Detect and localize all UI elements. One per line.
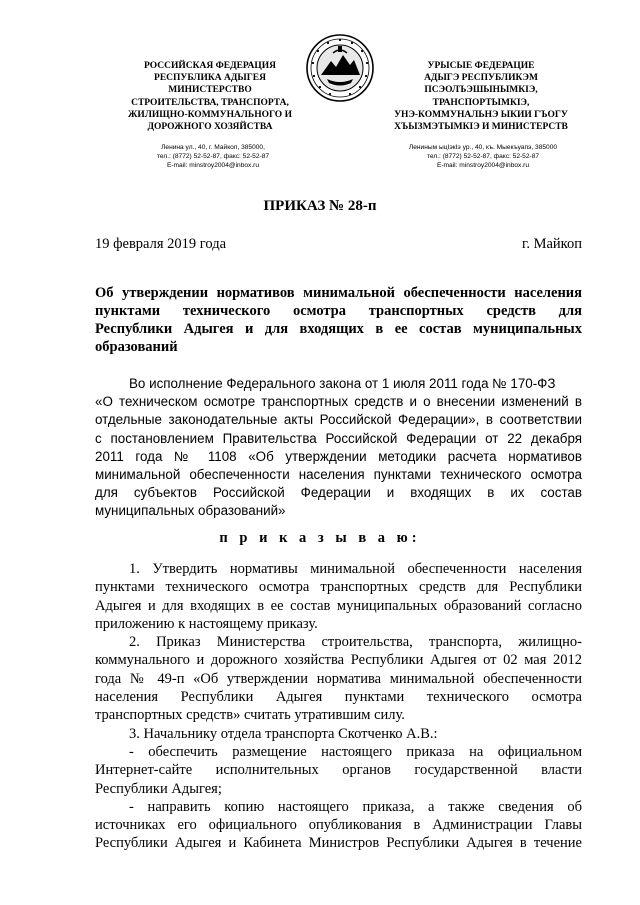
order-subject — [95, 284, 582, 356]
item-line: 2. Приказ Министерства строительства, транспорта, жилищно- — [129, 634, 582, 651]
subject-line: пунктами технического осмотра транспортных средств для — [95, 303, 582, 319]
item-line: Республики Адыгея; — [95, 780, 222, 797]
header-left-line: РОССИЙСКАЯ ФЕДЕРАЦИЯ — [143, 61, 277, 71]
subject-line: Об утверждении нормативов минимальной обеспеченности населения — [95, 285, 582, 301]
preamble-line: муниципальных образований» — [95, 503, 286, 519]
header-right-line: ХЪЫЗМЭТЫМКIЭ И МИНИСТЕРСТВ — [394, 122, 568, 133]
republic-emblem-icon — [305, 33, 375, 103]
item-line: 3. Начальнику отдела транспорта Скотченко А.В.: — [129, 725, 438, 742]
header-left-line: МИНИСТЕРСТВО — [168, 85, 252, 96]
header-left-line: ЖИЛИЩНО-КОММУНАЛЬНОГО И — [128, 109, 292, 120]
item-line: коммунального и дорожного хозяйства Республики Адыгея от 02 мая 2012 — [95, 652, 582, 669]
item-line: приложению к настоящему приказу. — [95, 615, 318, 632]
item-line: Республики Адыгея и Кабинета Министров Республики Адыгея в течение — [95, 835, 582, 852]
preamble-line: минимальной обеспеченности населения пунктами технического осмотра — [95, 467, 582, 483]
item-line: Интернет-сайте исполнительных органов государственной власти — [95, 762, 582, 779]
preamble-line: «О техническом осмотре транспортных средств и о внесении изменений в — [95, 394, 582, 410]
header-right-line: ПСЭОЛЪЭШЫНЫМКIЭ, — [424, 85, 538, 96]
header-right-line: УНЭ-КОММУНАЛЬНЭ ЫКИИ ГЪОГУ — [394, 109, 568, 120]
header-left-line: ДОРОЖНОГО ХОЗЯЙСТВА — [147, 122, 273, 133]
decree-word: п р и к а з ы в а ю: — [219, 530, 421, 546]
item-line: источниках его официального опубликования в Администрации Главы — [95, 817, 582, 834]
subject-line: Республики Адыгея и для входящих в ее состав муниципальных — [95, 321, 582, 337]
order-city: г. Майкоп — [522, 236, 582, 252]
right-address-line: Лениным ыцIэкIэ ур., 40, къ. Мыекъуапэ, 385000 — [408, 144, 558, 151]
header-right-line: УРЫСЫЕ ФЕДЕРАЦИЕ — [427, 61, 535, 71]
preamble-line: для субъектов Российской Федерации и входящих в их состав — [95, 485, 582, 501]
item-line: пунктами технического осмотра транспортных средств для Республики — [95, 579, 582, 596]
preamble-line: Во исполнение Федерального закона от 1 июля 2011 года № 170-ФЗ — [129, 376, 556, 391]
item-line: 1. Утвердить нормативы минимальной обеспеченности населения — [129, 561, 582, 577]
header-left-line: СТРОИТЕЛЬСТВА, ТРАНСПОРТА, — [131, 97, 289, 108]
right-address-line: E-mail: minstroy2004@inbox.ru — [436, 162, 530, 169]
item-line: года № 49-п «Об утверждении норматива минимальной обеспеченности — [95, 670, 582, 687]
right-address-line: тел.: (8772) 52-52-87, факс: 52-52-87 — [426, 153, 540, 160]
left-address-line: тел.: (8772) 52-52-87, факс: 52-52-87 — [156, 153, 270, 160]
preamble-line: отдельные законодательные акты Российской Федерации», в соответствии — [95, 412, 582, 428]
header-left-line: РЕСПУБЛИКА АДЫГЕЯ — [154, 73, 266, 84]
preamble-paragraph — [95, 375, 582, 521]
item-line: - обеспечить размещение настоящего приказа на официальном — [129, 743, 582, 760]
right-address-block — [388, 143, 578, 170]
preamble-line: с постановлением Правительства Российской Федерации от 22 декабря — [95, 430, 582, 446]
order-date: 19 февраля 2019 года — [95, 236, 227, 252]
header-right-line: АДЫГЭ РЕСПУБЛИКЭМ — [424, 73, 538, 84]
left-address-line: E-mail: minstroy2004@inbox.ru — [166, 162, 260, 169]
left-address-line: Ленина ул., 40, г. Майкоп, 385000, — [161, 144, 265, 151]
header-left-block — [110, 60, 310, 133]
subject-line: образований — [95, 339, 178, 355]
order-title: ПРИКАЗ № 28-п — [263, 198, 377, 214]
item-line: Адыгея и для входящих в ее состав муниципальных образований согласно — [95, 597, 582, 614]
left-address-block — [128, 143, 298, 170]
header-right-line: ТРАНСПОРТЫМКIЭ, — [432, 97, 530, 108]
order-items — [95, 560, 582, 853]
item-line: населения Республики Адыгея пунктами технического осмотра — [95, 689, 582, 706]
item-line: транспортных средств» считать утратившим силу. — [95, 707, 405, 724]
item-line: - направить копию настоящего приказа, а также сведения об — [129, 798, 582, 815]
header-right-block — [376, 60, 586, 133]
preamble-line: 2011 года № 1108 «Об утверждении методики расчета нормативов — [95, 448, 582, 464]
